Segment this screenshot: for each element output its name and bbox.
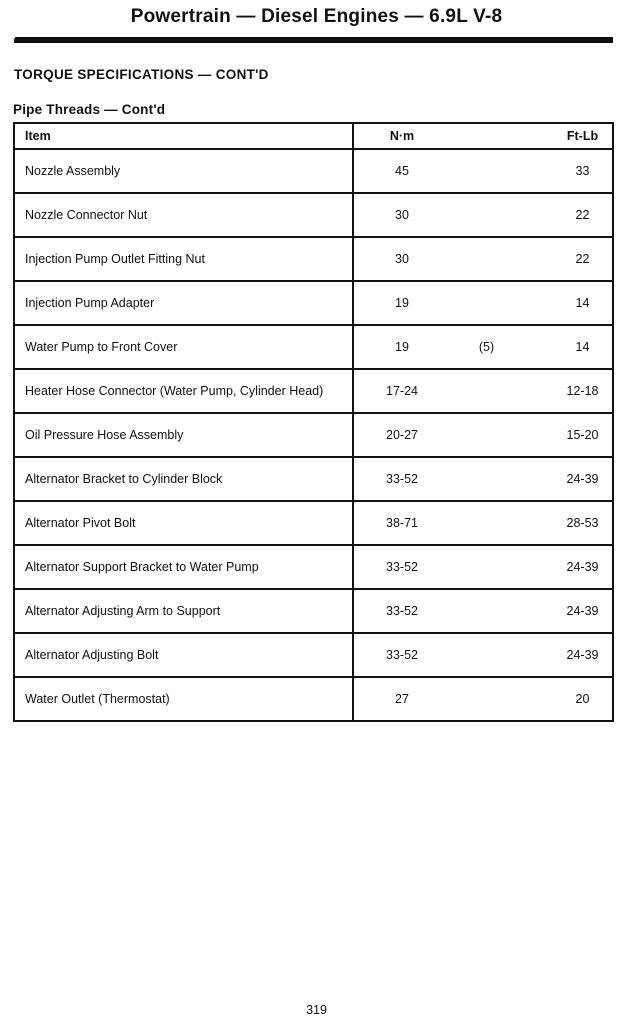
cell-item: Alternator Adjusting Arm to Support (14, 589, 353, 633)
page-number: 319 (306, 1003, 327, 1017)
cell-note (450, 589, 523, 633)
column-header-item: Item (14, 123, 353, 149)
table-row (14, 325, 613, 369)
table-row (14, 545, 613, 589)
cell-item: Nozzle Connector Nut (14, 193, 353, 237)
cell-item: Injection Pump Outlet Fitting Nut (14, 237, 353, 281)
table-row (14, 633, 613, 677)
table-row (14, 193, 613, 237)
table-header-row (14, 123, 613, 149)
table-row (14, 457, 613, 501)
cell-ftlb: 12-18 (523, 369, 613, 413)
cell-item: Oil Pressure Hose Assembly (14, 413, 353, 457)
cell-note (450, 545, 523, 589)
cell-item: Nozzle Assembly (14, 149, 353, 193)
cell-item: Water Outlet (Thermostat) (14, 677, 353, 721)
cell-nm: 45 (353, 149, 450, 193)
cell-note (450, 677, 523, 721)
cell-note (450, 237, 523, 281)
cell-ftlb: 33 (523, 149, 613, 193)
cell-nm: 20-27 (353, 413, 450, 457)
cell-ftlb: 24-39 (523, 589, 613, 633)
page-title: Powertrain — Diesel Engines — 6.9L V-8 (130, 6, 503, 27)
cell-nm: 33-52 (353, 589, 450, 633)
torque-spec-table (13, 122, 614, 722)
cell-ftlb: 15-20 (523, 413, 613, 457)
column-header-ftlb: Ft-Lb (523, 123, 613, 149)
cell-note (450, 633, 523, 677)
cell-note (450, 501, 523, 545)
cell-note (450, 369, 523, 413)
cell-item: Alternator Adjusting Bolt (14, 633, 353, 677)
cell-ftlb: 24-39 (523, 633, 613, 677)
cell-ftlb: 24-39 (523, 457, 613, 501)
table-row (14, 237, 613, 281)
cell-ftlb: 24-39 (523, 545, 613, 589)
table-row (14, 149, 613, 193)
cell-nm: 19 (353, 281, 450, 325)
cell-nm: 19 (353, 325, 450, 369)
section-title: TORQUE SPECIFICATIONS — CONT'D (14, 67, 269, 82)
cell-item: Alternator Support Bracket to Water Pump (14, 545, 353, 589)
subsection-title: Pipe Threads — Cont'd (13, 102, 166, 117)
cell-nm: 17-24 (353, 369, 450, 413)
cell-nm: 33-52 (353, 457, 450, 501)
cell-note: (5) (450, 325, 523, 369)
table-row (14, 589, 613, 633)
cell-ftlb: 28-53 (523, 501, 613, 545)
cell-nm: 30 (353, 193, 450, 237)
table-row (14, 369, 613, 413)
cell-nm: 38-71 (353, 501, 450, 545)
cell-item: Injection Pump Adapter (14, 281, 353, 325)
cell-item: Heater Hose Connector (Water Pump, Cylinder Head) (14, 369, 353, 413)
cell-note (450, 281, 523, 325)
cell-nm: 27 (353, 677, 450, 721)
cell-ftlb: 22 (523, 237, 613, 281)
cell-note (450, 149, 523, 193)
cell-note (450, 413, 523, 457)
cell-nm: 30 (353, 237, 450, 281)
cell-ftlb: 22 (523, 193, 613, 237)
table-row (14, 281, 613, 325)
cell-note (450, 193, 523, 237)
cell-nm: 33-52 (353, 633, 450, 677)
cell-ftlb: 20 (523, 677, 613, 721)
cell-ftlb: 14 (523, 281, 613, 325)
cell-item: Alternator Pivot Bolt (14, 501, 353, 545)
table-row (14, 677, 613, 721)
table-body (14, 149, 613, 721)
table-row (14, 501, 613, 545)
table-header (14, 123, 613, 149)
column-header-nm: N·m (353, 123, 450, 149)
column-header-note (450, 123, 523, 149)
table-row (14, 413, 613, 457)
cell-item: Alternator Bracket to Cylinder Block (14, 457, 353, 501)
cell-nm: 33-52 (353, 545, 450, 589)
header-rule (14, 37, 613, 43)
cell-note (450, 457, 523, 501)
cell-ftlb: 14 (523, 325, 613, 369)
cell-item: Water Pump to Front Cover (14, 325, 353, 369)
